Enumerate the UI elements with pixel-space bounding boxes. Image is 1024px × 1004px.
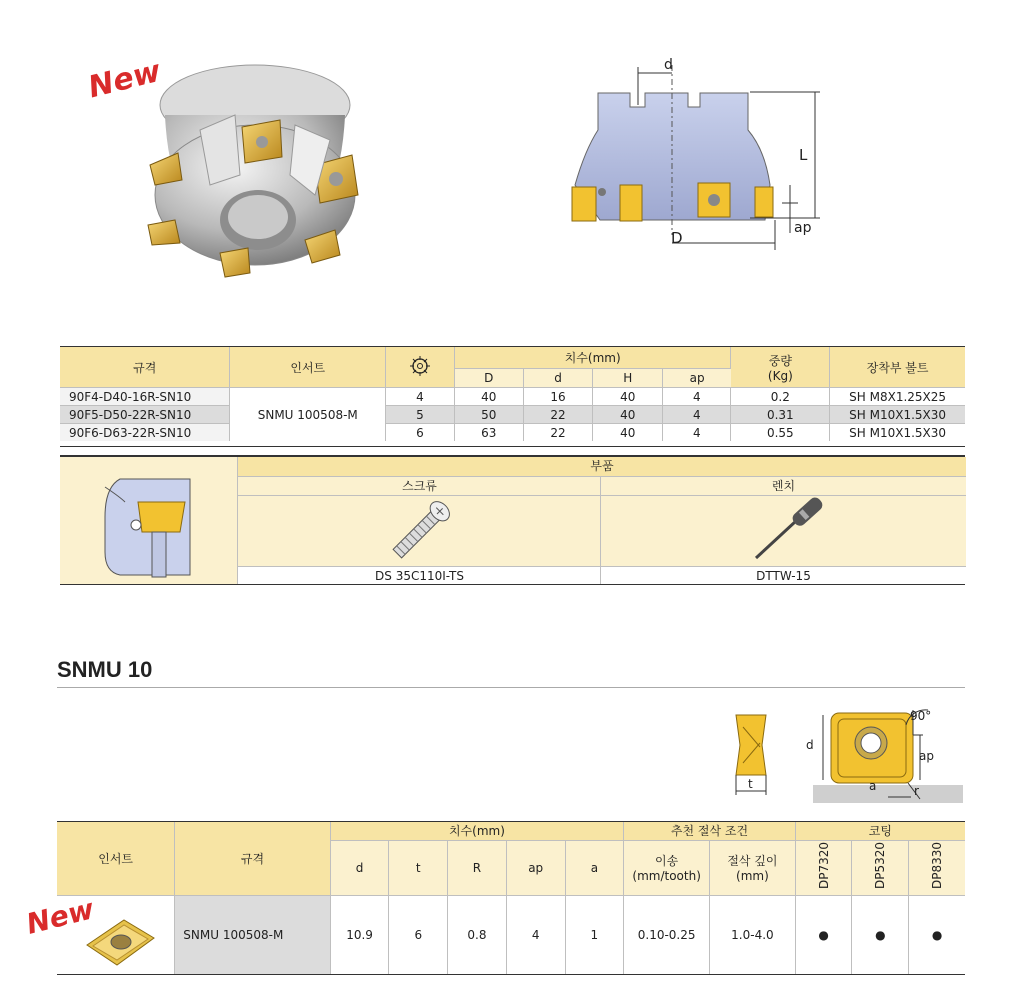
diagram-label-ap: ap bbox=[794, 220, 812, 236]
row-grade-3: ● bbox=[909, 895, 965, 975]
row-ap: 4 bbox=[663, 406, 731, 424]
header-bolt: 장착부 볼트 bbox=[866, 360, 929, 375]
wrench-code: DTTW-15 bbox=[600, 566, 966, 585]
header-ap: ap bbox=[506, 840, 565, 895]
insert-label-d: d bbox=[806, 738, 814, 752]
row-spec: SNMU 100508-M bbox=[175, 895, 330, 975]
row-a: 1 bbox=[565, 895, 624, 975]
wrench-image-cell bbox=[600, 495, 966, 566]
new-badge-insert: New bbox=[23, 892, 98, 941]
face-mill-cutter-image bbox=[130, 45, 380, 285]
screw-cross-section-image bbox=[60, 457, 237, 585]
insert-label-angle: 90° bbox=[910, 709, 932, 723]
row-t: 6 bbox=[389, 895, 448, 975]
cutter-dimension-drawing bbox=[560, 55, 830, 250]
cutter-spec-table bbox=[60, 347, 965, 441]
row-grade-2: ● bbox=[852, 895, 909, 975]
row-ap: 4 bbox=[663, 388, 731, 406]
row-teeth: 5 bbox=[386, 406, 455, 424]
wrench-icon bbox=[601, 496, 966, 566]
header-insert: 인서트 bbox=[57, 822, 175, 895]
wrench-label: 렌치 bbox=[600, 476, 966, 495]
header-d: d bbox=[523, 369, 593, 388]
header-d: d bbox=[330, 840, 389, 895]
teeth-count-icon bbox=[409, 355, 431, 377]
header-ap: ap bbox=[663, 369, 731, 388]
header-conditions: 추천 절삭 조건 bbox=[624, 822, 796, 840]
row-weight: 0.2 bbox=[731, 388, 830, 406]
insert-label-t: t bbox=[748, 777, 753, 791]
row-R: 0.8 bbox=[448, 895, 507, 975]
header-grade-1: DP7320 bbox=[795, 840, 852, 895]
header-t: t bbox=[389, 840, 448, 895]
screw-code: DS 35C110I-TS bbox=[237, 566, 601, 585]
new-badge: New bbox=[84, 53, 165, 106]
header-dimensions: 치수(mm) bbox=[454, 347, 731, 369]
header-a: a bbox=[565, 840, 624, 895]
table-row bbox=[60, 406, 965, 424]
screw-label: 스크류 bbox=[237, 476, 601, 495]
row-teeth: 4 bbox=[386, 388, 455, 406]
row-feed: 0.10-0.25 bbox=[624, 895, 710, 975]
row-spec: 90F4-D40-16R-SN10 bbox=[60, 388, 230, 406]
header-grade-3: DP8330 bbox=[909, 840, 965, 895]
header-H: H bbox=[593, 369, 663, 388]
table-row bbox=[60, 424, 965, 442]
insert-label-ap: ap bbox=[919, 749, 934, 763]
insert-spec-table bbox=[57, 822, 965, 975]
row-d: 16 bbox=[523, 388, 593, 406]
row-H: 40 bbox=[593, 406, 663, 424]
screw-cross-section-panel bbox=[60, 457, 237, 585]
row-D: 40 bbox=[454, 388, 523, 406]
row-d: 22 bbox=[523, 406, 593, 424]
header-insert: 인서트 bbox=[230, 347, 386, 388]
header-coating: 코팅 bbox=[868, 824, 892, 839]
row-weight: 0.55 bbox=[731, 424, 830, 442]
header-teeth bbox=[386, 347, 455, 388]
header-feed: 이송 (mm/tooth) bbox=[624, 840, 710, 895]
diagram-label-L: L bbox=[799, 146, 808, 164]
header-D: D bbox=[454, 369, 523, 388]
row-H: 40 bbox=[593, 388, 663, 406]
diagram-label-d: d bbox=[664, 57, 673, 73]
row-bolt: SH M10X1.5X30 bbox=[830, 424, 965, 442]
row-grade-1: ● bbox=[795, 895, 852, 975]
row-bolt: SH M10X1.5X30 bbox=[830, 406, 965, 424]
row-spec: 90F5-D50-22R-SN10 bbox=[60, 406, 230, 424]
table-row bbox=[60, 388, 965, 406]
insert-label-r: r bbox=[914, 784, 919, 798]
header-weight: 중량 (Kg) bbox=[731, 347, 830, 388]
header-dimensions: 치수(mm) bbox=[330, 822, 624, 840]
row-d: 10.9 bbox=[330, 895, 389, 975]
row-weight: 0.31 bbox=[731, 406, 830, 424]
header-spec: 규격 bbox=[60, 347, 230, 388]
row-D: 63 bbox=[454, 424, 523, 442]
screw-image-cell bbox=[237, 495, 601, 566]
table-row bbox=[57, 895, 965, 975]
parts-title: 부품 bbox=[237, 457, 966, 476]
row-d: 22 bbox=[523, 424, 593, 442]
row-ap: 4 bbox=[663, 424, 731, 442]
row-depth: 1.0-4.0 bbox=[710, 895, 796, 975]
header-depth: 절삭 깊이 (mm) bbox=[710, 840, 796, 895]
screw-icon bbox=[238, 496, 601, 566]
row-H: 40 bbox=[593, 424, 663, 442]
row-teeth: 6 bbox=[386, 424, 455, 442]
header-spec: 규격 bbox=[175, 822, 330, 895]
section-title: SNMU 10 bbox=[57, 657, 153, 682]
insert-label-a: a bbox=[869, 779, 877, 793]
row-bolt: SH M8X1.25X25 bbox=[830, 388, 965, 406]
row-ap: 4 bbox=[506, 895, 565, 975]
row-D: 50 bbox=[454, 406, 523, 424]
header-R: R bbox=[448, 840, 507, 895]
row-spec: 90F6-D63-22R-SN10 bbox=[60, 424, 230, 442]
insert-value: SNMU 100508-M bbox=[230, 388, 386, 442]
diagram-label-D: D bbox=[671, 229, 683, 247]
header-grade-2: DP5320 bbox=[852, 840, 909, 895]
